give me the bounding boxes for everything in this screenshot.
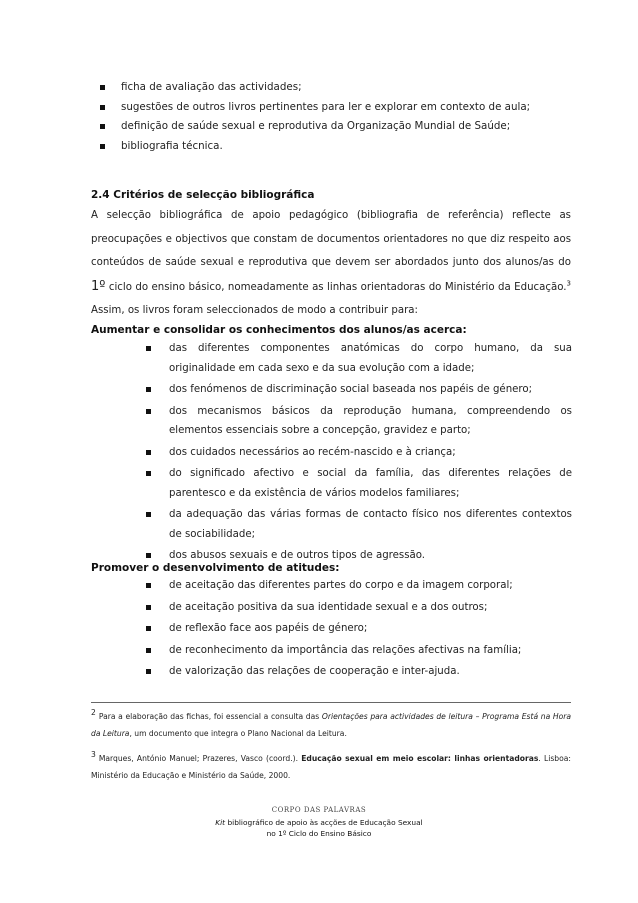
list-item: sugestões de outros livros pertinentes para ler e explorar em contexto de aula; (100, 98, 580, 118)
square-bullet-icon (146, 471, 151, 476)
footer-title: CORPO DAS PALAVRAS (271, 806, 367, 814)
square-bullet-icon (146, 512, 151, 517)
footer-line-2: no 1º Ciclo do Ensino Básico (266, 829, 372, 838)
list-item: dos fenómenos de discriminação social baseada nos papéis de género; (146, 380, 572, 400)
square-bullet-icon (146, 346, 151, 351)
list-item: de reconhecimento da importância das relações afectivas na família; (146, 641, 572, 661)
square-bullet-icon (100, 124, 105, 129)
list-item: de valorização das relações de cooperação e inter-ajuda. (146, 662, 572, 682)
attitudes-list (146, 576, 572, 684)
list-item: de aceitação positiva da sua identidade sexual e a dos outros; (146, 598, 572, 618)
list-item: ficha de avaliação das actividades; (100, 78, 580, 98)
list-item: de reflexão face aos papéis de género; (146, 619, 572, 639)
section-heading: 2.4 Critérios de selecção bibliográfica (91, 189, 315, 201)
section-paragraph: A selecção bibliográfica de apoio pedagógico (bibliografia de referência) reflecte as preocupações e objectivos que constam de documentos orientadores no que diz respeito aos conteúdos de saúde sexual e reprodutiva que devem ser abordados junto dos alunos/as do 1º ciclo do ensino básico, nomeadamente as linhas orientadoras do Ministério da Educação.$^3$ Assim, os livros foram seleccionados de modo a contribuir para: (91, 210, 571, 316)
footnote-2: 2 Para a elaboração das fichas, foi essencial a consulta das Orientações para actividades de leitura – Programa Está na Hora da Leitura, um documento que integra o Plano Nacional da Leitura. (91, 708, 572, 738)
list-item: dos abusos sexuais e de outros tipos de agressão. (146, 546, 572, 566)
square-bullet-icon (100, 144, 105, 149)
square-bullet-icon (146, 669, 151, 674)
attitudes-heading: Promover o desenvolvimento de atitudes: (91, 562, 340, 574)
square-bullet-icon (146, 553, 151, 558)
list-item: definição de saúde sexual e reprodutiva da Organização Mundial de Saúde; (100, 117, 580, 137)
knowledge-list (146, 339, 572, 568)
footnote-3: 3 Marques, António Manuel; Prazeres, Vasco (coord.). Educação sexual em meio escolar: linhas orientadoras. Lisboa: Ministério da Educação e Ministério da Saúde, 2000. (91, 750, 571, 780)
square-bullet-icon (146, 648, 151, 653)
square-bullet-icon (146, 450, 151, 455)
top-bullet-list (100, 78, 580, 156)
square-bullet-icon (146, 605, 151, 610)
footnote-divider (91, 702, 571, 703)
list-item: das diferentes componentes anatómicas do corpo humano, da sua originalidade em cada sexo e da sua evolução com a idade; (146, 339, 572, 378)
knowledge-heading: Aumentar e consolidar os conhecimentos dos alunos/as acerca: (91, 324, 467, 336)
square-bullet-icon (146, 387, 151, 392)
square-bullet-icon (100, 105, 105, 110)
square-bullet-icon (146, 626, 151, 631)
list-item: do significado afectivo e social da família, das diferentes relações de parentesco e da existência de vários modelos familiares; (146, 464, 572, 503)
list-item: de aceitação das diferentes partes do corpo e da imagem corporal; (146, 576, 572, 596)
list-item: bibliografia técnica. (100, 137, 580, 157)
list-item: dos cuidados necessários ao recém-nascido e à criança; (146, 443, 572, 463)
square-bullet-icon (100, 85, 105, 90)
footer-line-1: Kit bibliográfico de apoio às acções de Educação Sexual (215, 818, 423, 827)
square-bullet-icon (146, 583, 151, 588)
footnote-ref: 3 (566, 279, 571, 288)
square-bullet-icon (146, 409, 151, 414)
list-item: dos mecanismos básicos da reprodução humana, compreendendo os elementos essenciais sobre a concepção, gravidez e parto; (146, 402, 572, 441)
list-item: da adequação das várias formas de contacto físico nos diferentes contextos de sociabilidade; (146, 505, 572, 544)
